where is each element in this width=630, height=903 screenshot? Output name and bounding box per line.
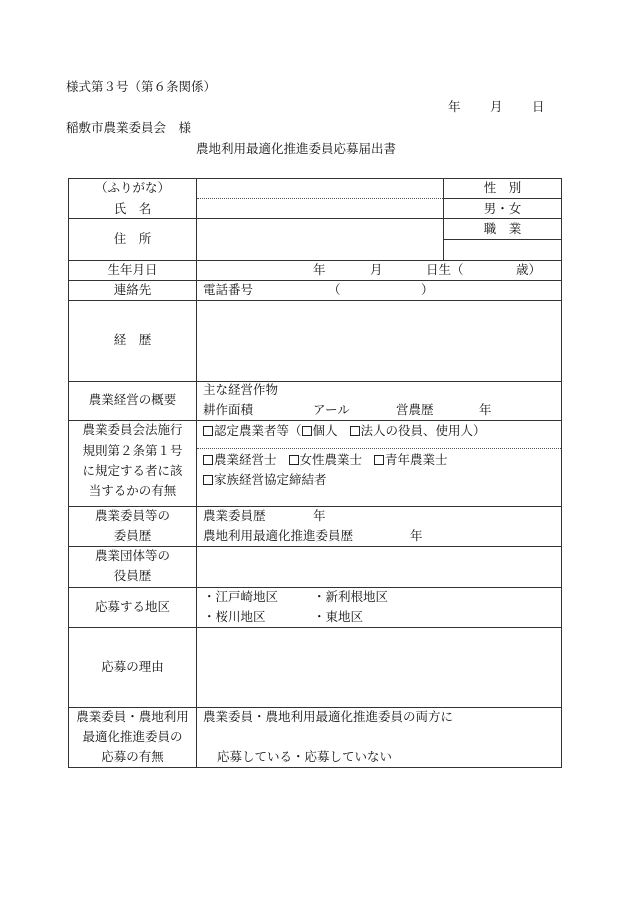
table-border-top [68, 178, 562, 179]
rule-label-line-4: 当するかの有無 [88, 483, 177, 498]
promotion-years-unit: 年 [410, 528, 423, 543]
family-agreement-text: 家族経営協定締結者 [214, 472, 327, 487]
phone-label: 電話番号 [203, 282, 254, 297]
rule-label-line-3: に規定する者に該 [82, 463, 183, 478]
gender-divider [443, 198, 561, 199]
female-farmer-checkbox[interactable] [289, 455, 299, 465]
certified-farmer-row [203, 425, 486, 438]
farming-label: 農業経営の概要 [88, 392, 177, 407]
phone-close-paren: ） [421, 282, 434, 297]
female-farmer-text: 女性農業士 [299, 452, 363, 467]
row-divider-rule [68, 506, 562, 507]
are-unit: アール [313, 402, 350, 417]
birthdate-age: 歳） [516, 262, 542, 277]
org-label-line-2: 役員歴 [113, 568, 152, 583]
contact-label: 連絡先 [113, 282, 152, 297]
youth-farmer-text: 青年農業士 [385, 452, 448, 467]
row-divider-committee [68, 546, 562, 547]
both-question: 農業委員・農地利用最適化推進委員の両方に [203, 709, 454, 724]
row-divider-birthdate [68, 280, 562, 281]
farming-years-unit: 年 [479, 402, 492, 417]
table-border-right [561, 178, 562, 768]
main-crops-label: 主な経営作物 [203, 382, 279, 397]
table-border-bottom [68, 767, 562, 768]
gender-options[interactable]: 男・女 [483, 201, 522, 216]
reason-label: 応募の理由 [101, 659, 164, 674]
farmer-type-row [203, 454, 448, 467]
row-divider-reason [68, 707, 562, 708]
occupation-label: 職 業 [483, 221, 522, 236]
address-label: 住 所 [113, 231, 152, 246]
individual-checkbox[interactable] [302, 426, 312, 436]
rule-label-line-1: 農業委員会法施行 [82, 422, 183, 437]
committee-history-label: 農業委員歴 [203, 508, 266, 523]
youth-farmer-checkbox[interactable] [374, 455, 384, 465]
corporate-officer-checkbox[interactable] [350, 426, 360, 436]
date-year: 年 [448, 99, 461, 114]
birthdate-year: 年 [313, 262, 326, 277]
row-divider-farming [68, 420, 562, 421]
cultivated-area-label: 耕作面積 [203, 402, 254, 417]
birthdate-label: 生年月日 [107, 262, 158, 277]
rule-divider [197, 448, 561, 449]
career-label: 経 歴 [113, 332, 152, 347]
both-label-line-2: 最適化推進委員の [82, 729, 183, 744]
date-day: 日 [532, 99, 545, 114]
committee-label-line-1: 農業委員等の [94, 508, 170, 523]
certified-farmer-text: 認定農業者等（ [214, 423, 302, 438]
both-label-line-1: 農業委員・農地利用 [76, 709, 189, 724]
row-divider-address [68, 260, 562, 261]
furigana-divider [197, 198, 443, 199]
district-shintone[interactable]: ・新利根地区 [313, 589, 389, 604]
certified-farmer-checkbox[interactable] [203, 426, 213, 436]
row-divider-org [68, 587, 562, 588]
row-divider-district [68, 627, 562, 628]
both-label-line-3: 応募の有無 [101, 749, 164, 764]
district-edosaki[interactable]: ・江戸崎地区 [203, 589, 279, 604]
district-sakuragawa[interactable]: ・桜川地区 [203, 609, 266, 624]
form-number: 様式第３号（第６条関係） [66, 79, 217, 94]
promotion-history-label: 農地利用最適化推進委員歴 [203, 528, 354, 543]
individual-text: 個人 [312, 423, 338, 438]
farm-manager-checkbox[interactable] [203, 455, 213, 465]
gender-label: 性 別 [483, 180, 522, 195]
family-agreement-checkbox[interactable] [203, 475, 213, 485]
district-azuma[interactable]: ・東地区 [313, 609, 364, 624]
birthdate-month: 月 [370, 262, 383, 277]
farm-manager-text: 農業経営士 [214, 452, 277, 467]
birthdate-day: 日生（ [426, 262, 464, 277]
occupation-divider [443, 239, 561, 240]
org-label-line-1: 農業団体等の [94, 548, 170, 563]
farming-years-label: 営農歴 [396, 402, 434, 417]
corporate-officer-text: 法人の役員、使用人） [360, 423, 486, 438]
district-label: 応募する地区 [94, 599, 170, 614]
furigana-label: （ふりがな） [94, 180, 170, 195]
name-label: 氏 名 [113, 201, 152, 216]
row-divider-contact [68, 300, 562, 301]
row-divider-career [68, 381, 562, 382]
addressee: 稲敷市農業委員会 様 [66, 120, 192, 135]
both-answer[interactable]: 応募している・応募していない [217, 749, 393, 764]
rule-label-line-2: 規則第２条第１号 [82, 443, 183, 458]
family-agreement-row [203, 474, 327, 487]
row-divider-name [68, 218, 562, 219]
document-title: 農地利用最適化推進委員応募届出書 [196, 141, 397, 156]
committee-label-line-2: 委員歴 [113, 528, 152, 543]
phone-open-paren: （ [328, 282, 341, 297]
committee-years-unit: 年 [313, 508, 326, 523]
date-month: 月 [490, 99, 503, 114]
label-column-divider [196, 178, 197, 768]
